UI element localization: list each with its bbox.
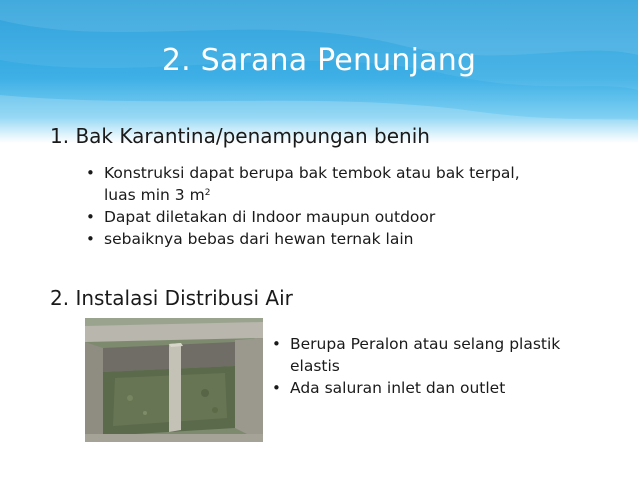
bullet-text: sebaiknya bebas dari hewan ternak lain bbox=[104, 230, 414, 248]
bullet-icon: • bbox=[86, 230, 95, 248]
superscript: 2 bbox=[204, 188, 211, 198]
bullet-text: Ada saluran inlet dan outlet bbox=[290, 379, 506, 397]
bullet-icon: • bbox=[86, 208, 95, 226]
section-2-heading: 2. Instalasi Distribusi Air bbox=[50, 286, 293, 310]
bullet-text: Dapat diletakan di Indoor maupun outdoor bbox=[104, 208, 436, 226]
slide-title: 2. Sarana Penunjang bbox=[161, 43, 477, 78]
section-1-bullets bbox=[82, 162, 552, 250]
section-2-bullets bbox=[268, 333, 568, 399]
bullet-text: Berupa Peralon atau selang plastik elastis bbox=[290, 335, 561, 375]
bullet-icon: • bbox=[272, 335, 281, 353]
bullet-icon: • bbox=[272, 379, 281, 397]
list-item bbox=[268, 377, 568, 399]
title-band bbox=[0, 0, 638, 143]
list-item bbox=[82, 228, 552, 250]
list-item bbox=[268, 333, 568, 377]
bullet-text: Konstruksi dapat berupa bak tembok atau bak terpal, luas min 3 m bbox=[104, 164, 520, 204]
tank-image bbox=[85, 318, 263, 442]
list-item bbox=[82, 162, 552, 206]
section-1-heading: 1. Bak Karantina/penampungan benih bbox=[50, 124, 430, 148]
bullet-icon: • bbox=[86, 164, 95, 182]
list-item bbox=[82, 206, 552, 228]
concrete-tank-photo bbox=[85, 318, 263, 442]
